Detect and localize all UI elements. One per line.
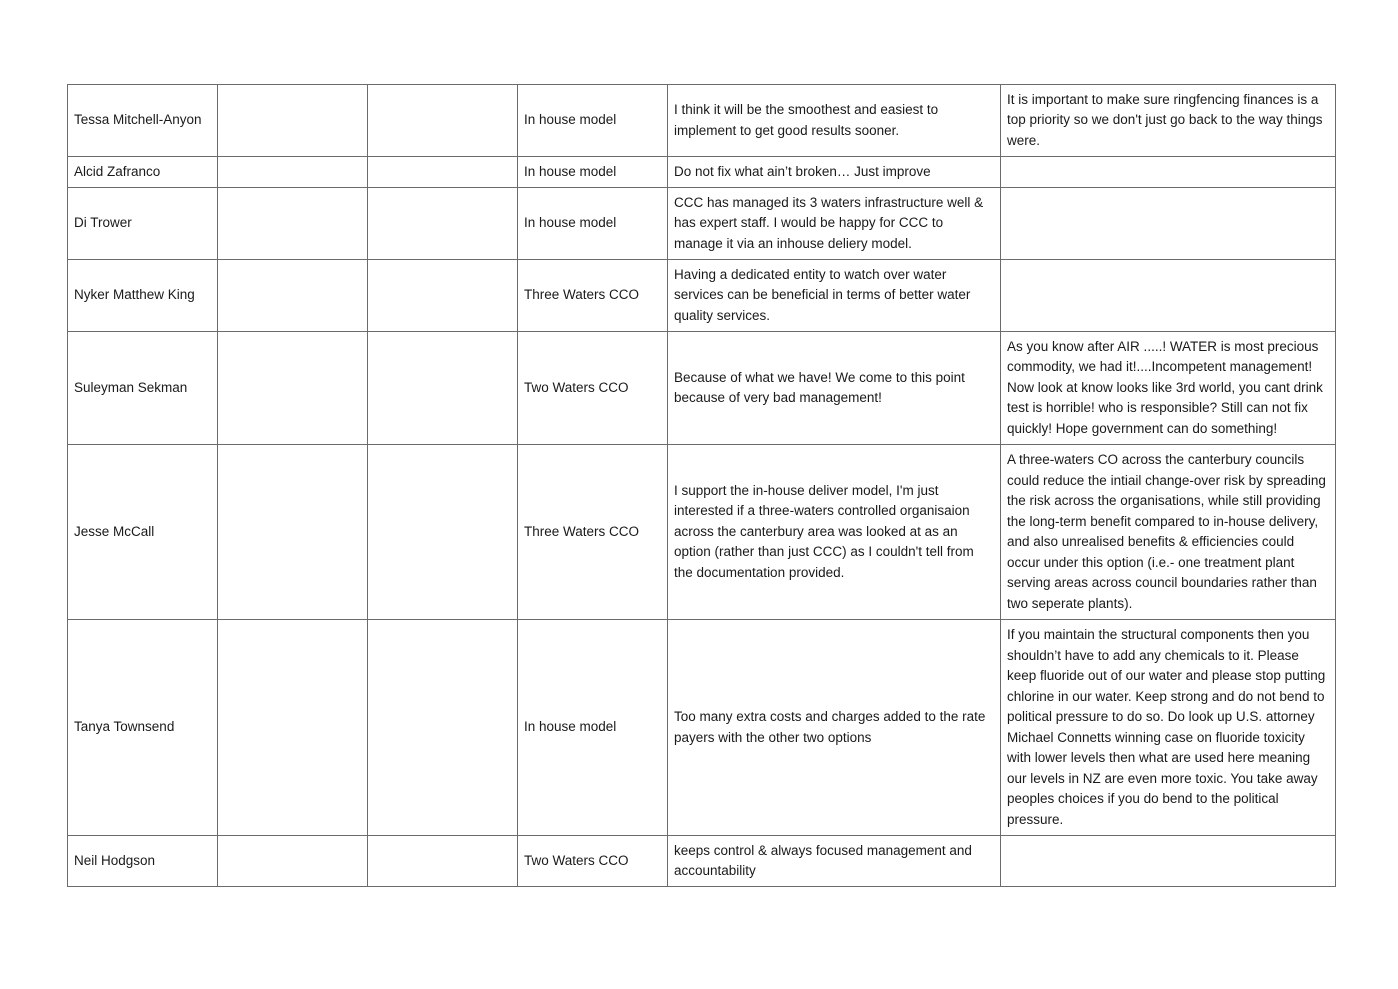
empty-cell	[368, 332, 518, 445]
preferred-option: In house model	[518, 85, 668, 157]
empty-cell	[218, 445, 368, 620]
option-reason: Too many extra costs and charges added to the rate payers with the other two options	[668, 620, 1001, 836]
additional-comment: As you know after AIR .....! WATER is most precious commodity, we had it!....Incompetent management! Now look at know looks like 3rd world, you cant drink test is horrible! who is responsible? Still can not fix quickly! Hope government can do something!	[1001, 332, 1336, 445]
empty-cell	[218, 620, 368, 836]
table-row	[68, 620, 1336, 836]
option-reason: CCC has managed its 3 waters infrastructure well & has expert staff. I would be happy for CCC to manage it via an inhouse deliery model.	[668, 188, 1001, 260]
option-reason: I think it will be the smoothest and easiest to implement to get good results sooner.	[668, 85, 1001, 157]
preferred-option: Three Waters CCO	[518, 260, 668, 332]
table-row	[68, 332, 1336, 445]
additional-comment	[1001, 836, 1336, 887]
submitter-name: Suleyman Sekman	[68, 332, 218, 445]
option-reason: Because of what we have! We come to this point because of very bad management!	[668, 332, 1001, 445]
option-reason: Having a dedicated entity to watch over water services can be beneficial in terms of better water quality services.	[668, 260, 1001, 332]
empty-cell	[218, 157, 368, 188]
table-row	[68, 188, 1336, 260]
additional-comment	[1001, 157, 1336, 188]
table-row	[68, 85, 1336, 157]
submissions-table	[67, 84, 1336, 887]
preferred-option: Three Waters CCO	[518, 445, 668, 620]
empty-cell	[218, 260, 368, 332]
empty-cell	[218, 332, 368, 445]
empty-cell	[368, 620, 518, 836]
submitter-name: Alcid Zafranco	[68, 157, 218, 188]
empty-cell	[368, 188, 518, 260]
empty-cell	[218, 836, 368, 887]
empty-cell	[368, 836, 518, 887]
empty-cell	[368, 445, 518, 620]
table-row	[68, 445, 1336, 620]
empty-cell	[368, 260, 518, 332]
empty-cell	[368, 157, 518, 188]
option-reason: Do not fix what ain’t broken… Just improve	[668, 157, 1001, 188]
preferred-option: Two Waters CCO	[518, 836, 668, 887]
option-reason: keeps control & always focused management and accountability	[668, 836, 1001, 887]
preferred-option: Two Waters CCO	[518, 332, 668, 445]
submitter-name: Jesse McCall	[68, 445, 218, 620]
submitter-name: Tanya Townsend	[68, 620, 218, 836]
additional-comment: If you maintain the structural components then you shouldn’t have to add any chemicals to it. Please keep fluoride out of our water and please stop putting chlorine in our water. Keep strong and do not bend to political pressure to do so. Do look up U.S. attorney Michael Connetts winning case on fluoride toxicity with lower levels then what are used here meaning our levels in NZ are even more toxic. You take away peoples choices if you do bend to the political pressure.	[1001, 620, 1336, 836]
submitter-name: Neil Hodgson	[68, 836, 218, 887]
additional-comment: It is important to make sure ringfencing finances is a top priority so we don't just go back to the way things were.	[1001, 85, 1336, 157]
empty-cell	[368, 85, 518, 157]
option-reason: I support the in-house deliver model, I'm just interested if a three-waters controlled organisaion across the canterbury area was looked at as an option (rather than just CCC) as I couldn't tell from the documentation provided.	[668, 445, 1001, 620]
table-row	[68, 157, 1336, 188]
submitter-name: Nyker Matthew King	[68, 260, 218, 332]
empty-cell	[218, 188, 368, 260]
preferred-option: In house model	[518, 188, 668, 260]
additional-comment	[1001, 260, 1336, 332]
preferred-option: In house model	[518, 157, 668, 188]
additional-comment	[1001, 188, 1336, 260]
preferred-option: In house model	[518, 620, 668, 836]
submitter-name: Di Trower	[68, 188, 218, 260]
empty-cell	[218, 85, 368, 157]
table-row	[68, 836, 1336, 887]
additional-comment: A three-waters CO across the canterbury councils could reduce the intiail change-over risk by spreading the risk across the organisations, while still providing the long-term benefit compared to in-house delivery, and also unrealised benefits & efficiencies could occur under this option (i.e.- one treatment plant serving areas across council boundaries rather than two seperate plants).	[1001, 445, 1336, 620]
table-row	[68, 260, 1336, 332]
submitter-name: Tessa Mitchell-Anyon	[68, 85, 218, 157]
